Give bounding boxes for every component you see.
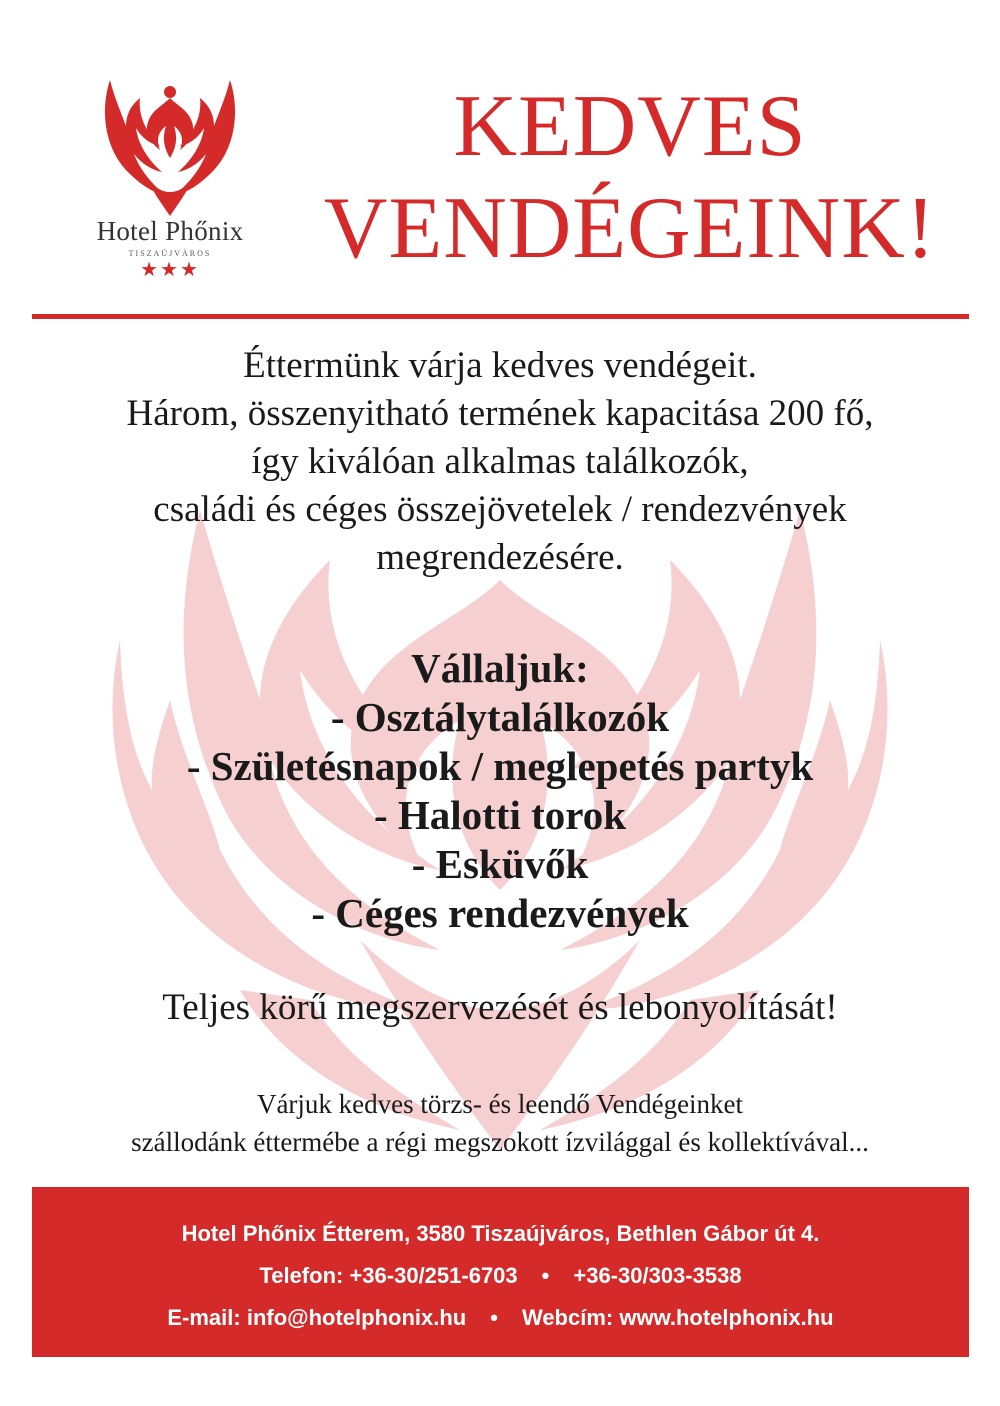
logo-hotel-name: Hotel Phőnix [96,216,244,246]
footer-phones [32,1255,969,1297]
phone-number-1[interactable]: Telefon: +36-30/251-6703 [259,1263,518,1288]
intro-line: megrendezésére. [376,537,624,578]
service-item: - Esküvők [411,841,589,887]
intro-line: Éttermünk várja kedves vendégeit. [243,345,757,386]
services-heading: Vállaljuk: [411,645,589,691]
contact-footer [32,1187,969,1357]
intro-line: így kiválóan alkalmas találkozók, [251,441,749,482]
website-link[interactable]: Webcím: www.hotelphonix.hu [521,1305,834,1330]
logo-city: TISZAÚJVÁROS [128,249,212,258]
phoenix-logo-icon [90,70,250,220]
logo-stars: ★★★ [140,259,200,281]
invite-text [20,1085,980,1161]
email-link[interactable]: E-mail: info@hotelphonix.hu [167,1305,467,1330]
headline [270,76,990,280]
intro-line: családi és céges összejövetelek / rendezvények [153,489,847,530]
bullet-separator: • [541,1263,550,1288]
invite-line: Várjuk kedves törzs- és leendő Vendégeinket [256,1089,744,1119]
intro-line: Három, összenyitható termének kapacitása 200 fő, [126,393,874,434]
invite-line: szállodánk éttermébe a régi megszokott ízvilággal és kollektívával... [131,1127,869,1157]
service-item: - Születésnapok / meglepetés partyk [186,743,814,789]
services-list [20,644,980,938]
headline-line-1: KEDVES [453,78,807,175]
phone-number-2[interactable]: +36-30/303-3538 [573,1263,742,1288]
divider-rule [32,314,969,319]
hotel-logo [70,70,270,300]
headline-line-2: VENDÉGEINK! [323,180,937,277]
footer-address: Hotel Phőnix Étterem, 3580 Tiszaújváros, Bethlen Gábor út 4. [181,1221,820,1246]
service-item: - Halotti torok [373,792,627,838]
intro-paragraph [20,342,980,582]
tagline: Teljes körű megszervezését és lebonyolítását! [162,987,838,1028]
service-item: - Osztálytalálkozók [330,694,670,740]
footer-online [32,1297,969,1339]
bullet-separator: • [490,1305,498,1330]
service-item: - Céges rendezvények [311,890,689,936]
